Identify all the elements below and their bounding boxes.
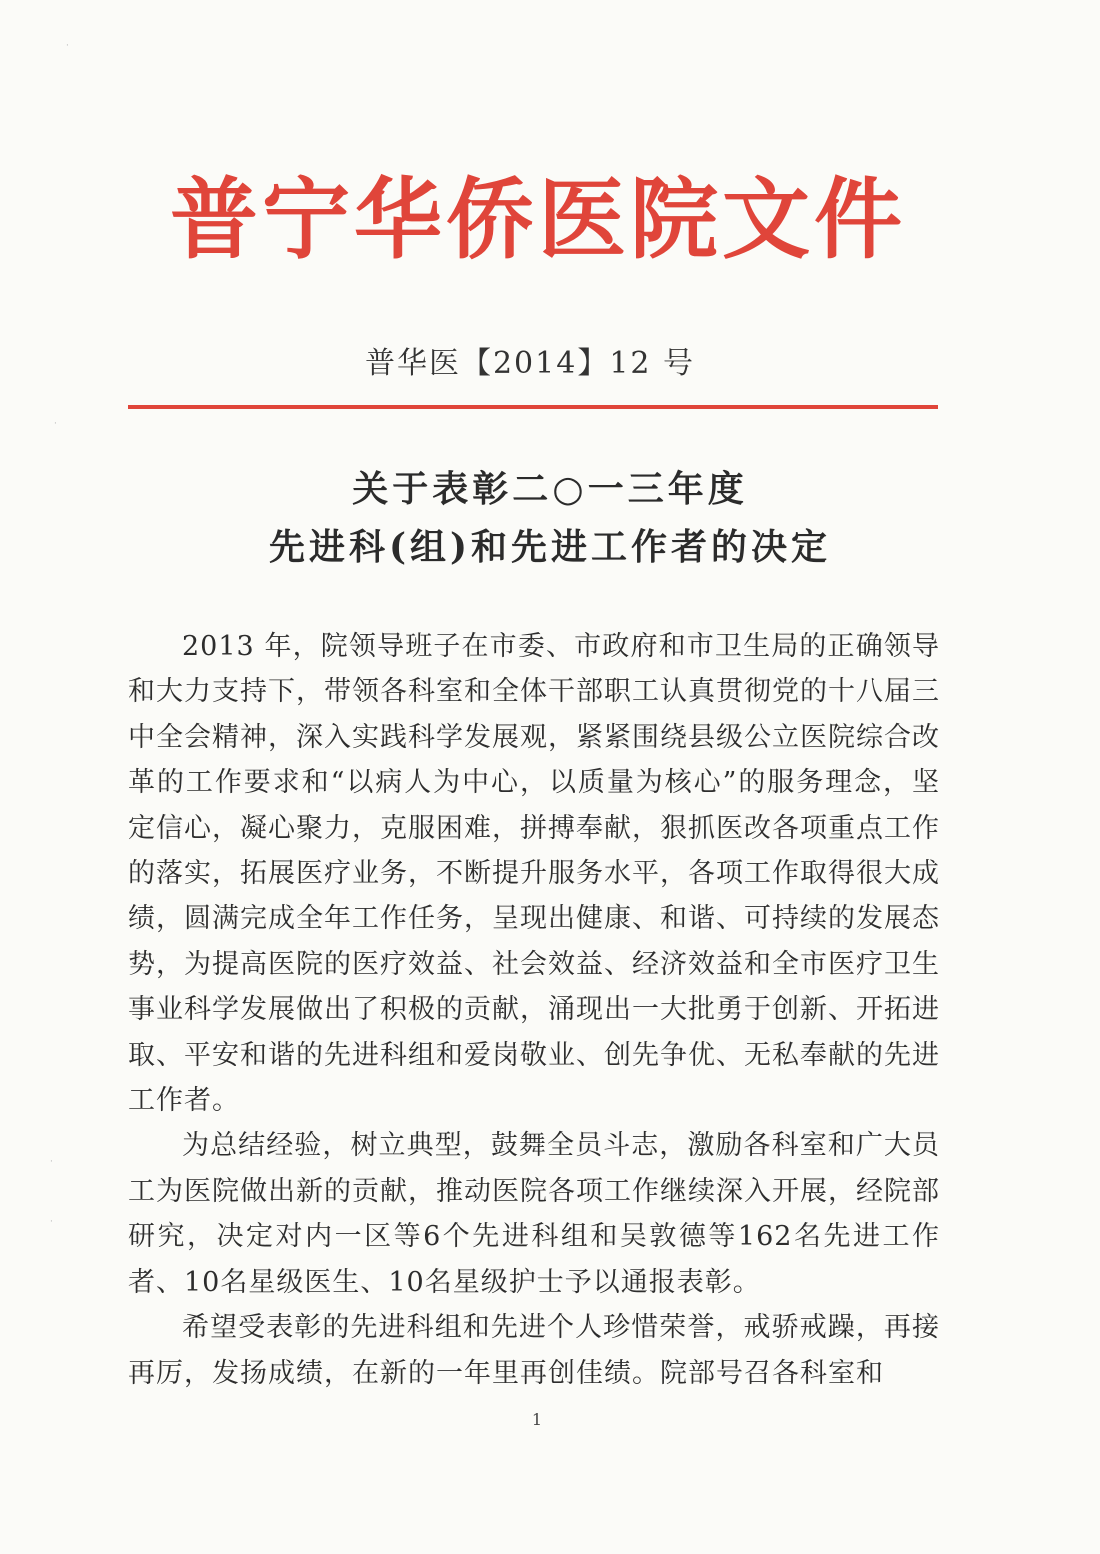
body-paragraph-2: 为总结经验，树立典型，鼓舞全员斗志，激励各科室和广大员工为医院做出新的贡献，推动医院各项工作继续深入开展，经院部研究，决定对内一区等6个先进科组和吴敦德等162名先进工作者、10名星级医生、10名星级护士予以通报表彰。 — [128, 1130, 940, 1298]
page-number: 1 — [531, 1410, 543, 1429]
scan-dot-icon: · — [50, 1217, 53, 1227]
document-body — [128, 624, 940, 1396]
title-line-2: 先进科(组)和先进工作者的决定 — [268, 526, 832, 568]
title-line-1: 关于表彰二○一三年度 — [352, 468, 748, 510]
masthead-title: 普宁华侨医院文件 — [169, 168, 906, 271]
scan-dot-icon: · — [50, 1157, 53, 1167]
scan-dot-icon: · — [66, 41, 69, 51]
document-number: 普华医【2014】12 号 — [364, 346, 696, 381]
body-paragraph-1: 2013 年，院领导班子在市委、市政府和市卫生局的正确领导和大力支持下，带领各科室和全体干部职工认真贯彻党的十八届三中全会精神，深入实践科学发展观，紧紧围绕县级公立医院综合改革的工作要求和“以病人为中心，以质量为核心”的服务理念，坚定信心，凝心聚力，克服困难，拼搏奉献，狠抓医改各项重点工作的落实，拓展医疗业务，不断提升服务水平，各项工作取得很大成绩，圆满完成全年工作任务，呈现出健康、和谐、可持续的发展态势，为提高医院的医疗效益、社会效益、经济效益和全市医疗卫生事业科学发展做出了积极的贡献，涌现出一大批勇于创新、开拓进取、平安和谐的先进科组和爱岗敬业、创先争优、无私奉献的先进工作者。 — [128, 631, 940, 1117]
scan-dot-icon: · — [54, 419, 57, 429]
body-paragraph-3: 希望受表彰的先进科组和先进个人珍惜荣誉，戒骄戒躁，再接再厉，发扬成绩，在新的一年里再创佳绩。院部号召各科室和 — [128, 1312, 940, 1389]
document-title — [0, 460, 1100, 576]
red-divider-rule — [128, 405, 938, 409]
